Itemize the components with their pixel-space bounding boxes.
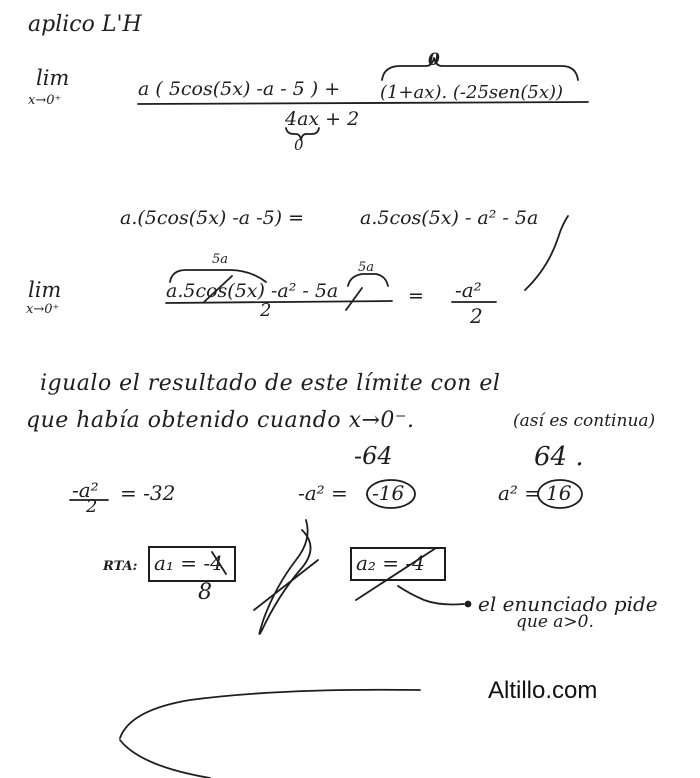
eq1-denominator: 2	[86, 496, 98, 517]
answer-a1: a₁ = -4	[154, 551, 223, 575]
answer-a1-below: 8	[198, 580, 212, 605]
equals-2: =	[408, 285, 424, 307]
strike-a2	[356, 548, 436, 600]
brace-5a-1	[170, 270, 266, 282]
fraction-bar-2	[166, 301, 392, 303]
brand-watermark: Altillo.com	[488, 677, 598, 704]
answer-note-1: el enunciado pide	[478, 592, 658, 616]
eq2-above: -64	[354, 442, 393, 470]
eq3-lhs: a² =	[498, 481, 542, 505]
bottom-curve	[120, 690, 420, 738]
scribble-loop	[259, 520, 310, 634]
denominator-2: 2	[260, 300, 272, 321]
result-numerator: -a²	[455, 278, 482, 302]
answer-a2: a₂ = -4	[356, 551, 425, 575]
brace-label-1: 5a	[212, 252, 229, 267]
scribble-line	[254, 560, 318, 610]
eq2-boxed: -16	[372, 481, 405, 505]
result-denominator: 2	[470, 304, 483, 328]
circle-16-a	[367, 480, 415, 508]
eq3-boxed: 16	[546, 481, 572, 505]
fraction-bar-1	[138, 102, 588, 104]
text-line-2: que había obtenido cuando x→0⁻.	[26, 408, 415, 433]
bottom-curve-tail	[120, 740, 210, 778]
expansion-left: a.(5cos(5x) -a -5) =	[120, 207, 305, 229]
under-brace-value: 0	[294, 136, 304, 154]
text-line-2-note: (así es continua)	[513, 411, 656, 431]
numerator-1a: a ( 5cos(5x) -a - 5 ) +	[138, 78, 341, 100]
text-line-1: igualo el resultado de este límite con el	[40, 371, 501, 396]
check-stroke	[525, 216, 568, 290]
denominator-1: 4ax + 2	[285, 108, 360, 130]
under-brace	[286, 128, 319, 140]
eq2-lhs: -a² =	[298, 481, 348, 505]
lim-sub-1: x→0⁺	[28, 93, 62, 108]
strike-a1	[212, 552, 226, 574]
expansion-right: a.5cos(5x) - a² - 5a	[360, 207, 539, 229]
numerator-2: a.5cos(5x) -a² - 5a	[166, 280, 339, 302]
circle-16-b	[538, 480, 582, 508]
numerator-1b: (1+ax). (-25sen(5x))	[380, 82, 564, 103]
answer-note-2: que a>0.	[516, 612, 594, 632]
arrow-to-note	[398, 586, 464, 605]
answer-label: RTA:	[103, 559, 138, 574]
lim-word-1: lim	[36, 66, 70, 90]
cancel-5a-2	[346, 288, 362, 310]
step-intro: aplico L'H	[28, 12, 142, 37]
arrow-dot	[466, 602, 471, 607]
over-brace-value: 0	[428, 50, 440, 70]
over-brace	[382, 58, 578, 80]
eq1-rhs: = -32	[120, 481, 176, 505]
brace-5a-2	[348, 274, 388, 286]
eq3-above: 64 .	[534, 442, 584, 472]
lim-word-2: lim	[28, 278, 62, 302]
brace-label-2: 5a	[358, 260, 375, 275]
cancel-5a-1	[204, 276, 232, 302]
eq1-numerator: -a²	[72, 478, 99, 502]
lim-sub-2: x→0⁺	[26, 302, 60, 317]
